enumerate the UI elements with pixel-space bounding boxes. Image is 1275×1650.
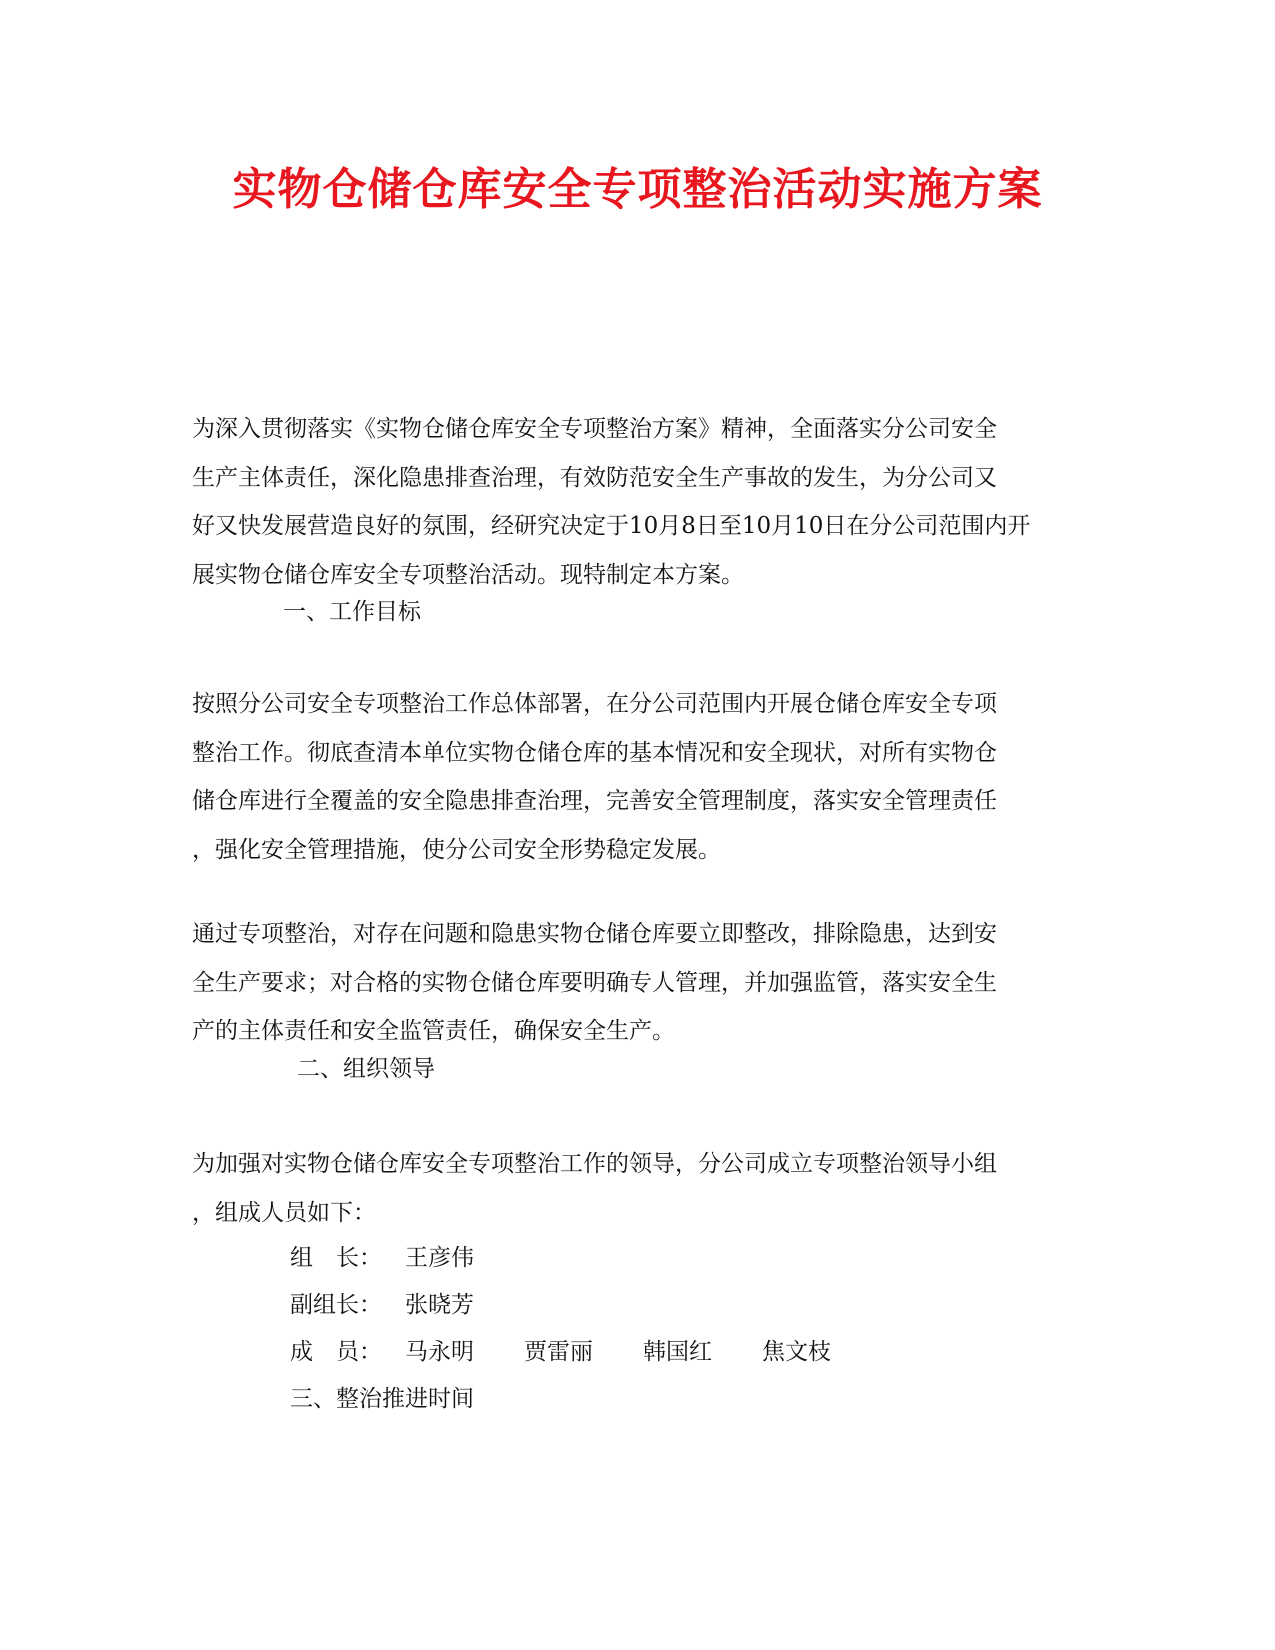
section-heading-work-goals: 一、工作目标 — [283, 599, 421, 625]
section-heading-organization: 二、组织领导 — [297, 1056, 435, 1082]
section1-paragraph-1 — [192, 680, 1092, 874]
paragraph-line: 按照分公司安全专项整治工作总体部署，在分公司范围内开展仓储仓库安全专项 — [192, 691, 997, 717]
members-role: 成 员： — [290, 1339, 382, 1365]
leader-name: 王彦伟 — [405, 1245, 474, 1271]
deputy-name: 张晓芳 — [405, 1292, 474, 1318]
deputy-row — [290, 1281, 524, 1329]
intro-line: 生产主体责任，深化隐患排查治理，有效防范安全生产事故的发生，为分公司又 — [192, 464, 997, 491]
member-name: 韩国红 — [643, 1339, 712, 1365]
leader-role: 组 长： — [290, 1245, 382, 1271]
paragraph-line: 全生产要求；对合格的实物仓储仓库要明确专人管理，并加强监管，落实安全生 — [192, 969, 997, 996]
leader-row — [290, 1234, 524, 1282]
member-name: 焦文枝 — [762, 1339, 831, 1365]
paragraph-line: ，强化安全管理措施，使分公司安全形势稳定发展。 — [192, 836, 721, 863]
paragraph-line: 整治工作。彻底查清本单位实物仓储仓库的基本情况和安全现状，对所有实物仓 — [192, 739, 997, 766]
paragraph-line: 产的主体责任和安全监管责任，确保安全生产。 — [192, 1018, 675, 1044]
section-heading-schedule: 三、整治推进时间 — [290, 1386, 474, 1412]
member-name: 马永明 — [405, 1339, 474, 1365]
paragraph-line: 储仓库进行全覆盖的安全隐患排查治理，完善安全管理制度，落实安全管理责任 — [192, 788, 997, 814]
paragraph-line: ，组成人员如下： — [192, 1199, 376, 1226]
section1-paragraph-2 — [192, 910, 1092, 1056]
paragraph-line: 通过专项整治，对存在问题和隐患实物仓储仓库要立即整改，排除隐患，达到安 — [192, 921, 997, 947]
members-row — [290, 1328, 881, 1376]
section2-paragraph — [192, 1140, 1092, 1237]
deputy-role: 副组长： — [290, 1292, 382, 1318]
paragraph-line: 为加强对实物仓储仓库安全专项整治工作的领导，分公司成立专项整治领导小组 — [192, 1151, 997, 1177]
document-title: 实物仓储仓库安全专项整治活动实施方案 — [232, 164, 1043, 215]
member-name: 贾雷丽 — [524, 1339, 593, 1365]
intro-line: 为深入贯彻落实《实物仓储仓库安全专项整治方案》精神，全面落实分公司安全 — [192, 416, 997, 442]
intro-line: 展实物仓储仓库安全专项整治活动。现特制定本方案。 — [192, 561, 744, 588]
intro-paragraph — [192, 405, 1092, 599]
intro-line: 好又快发展营造良好的氛围，经研究决定于10月8日至10月10日在分公司范围内开 — [192, 513, 1031, 539]
